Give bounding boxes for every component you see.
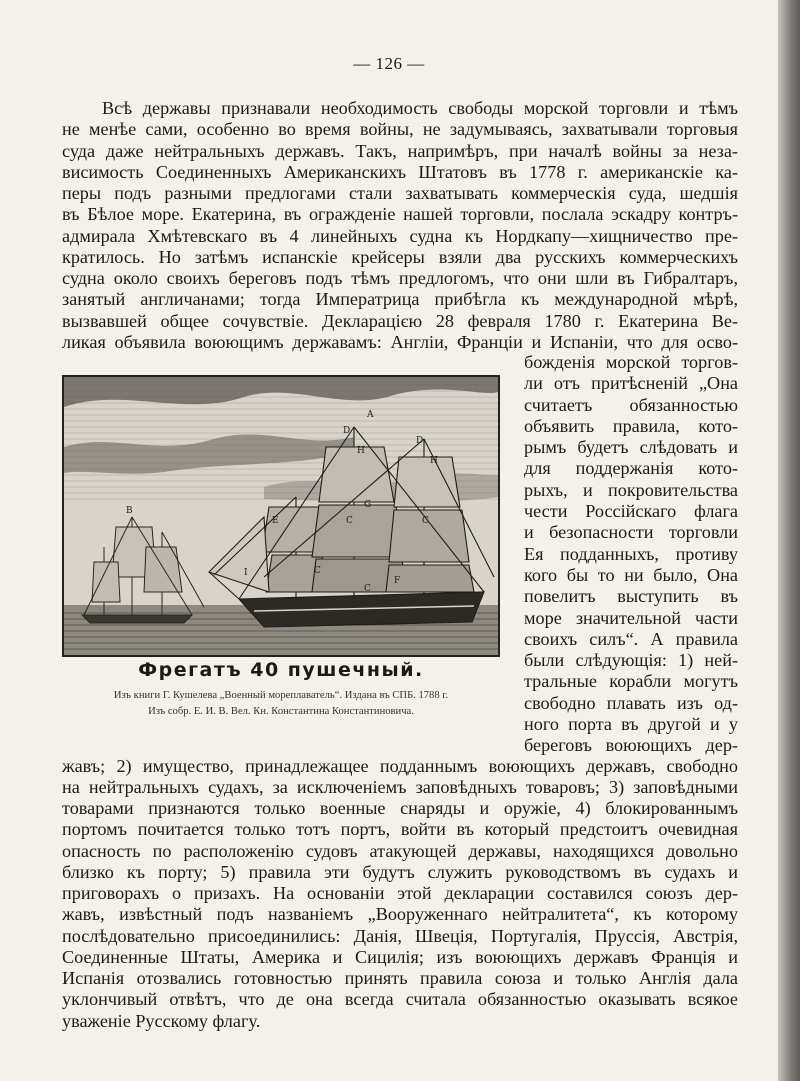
text-line: ликая объявила воюющимъ державамъ: Англіи, Франціи и Испаніи, что для осво-	[62, 332, 738, 352]
text-line: вызвавшей общее сочувствіе. Декларацією 28 февраля 1780 г. Екатерина Ве-	[62, 311, 738, 331]
page-number: — 126 —	[353, 54, 425, 73]
page-edge-shadow	[778, 0, 800, 1081]
text-line: Всѣ державы признавали необходимость свободы морской торговли и тѣмъ	[102, 98, 738, 118]
text-line: Ея подданныхъ, противу	[524, 543, 738, 564]
text-line: рыхъ, и покровительства	[524, 479, 738, 500]
text-line: для поддержанія кото-	[524, 458, 738, 479]
text-line: рымъ будетъ слѣдовать и	[524, 437, 738, 458]
text-line: Испанія отозвались готовностью принять правила союза и только Англія дала	[62, 968, 738, 988]
text-line: своихъ силъ“. А правила	[524, 628, 738, 649]
text-line: портомъ почитается только тотъ портъ, войти въ который предстоитъ очевидная	[62, 819, 738, 839]
text-line: Соединенные Штаты, Америка и Сицилія; изъ воюющихъ державъ Франція и	[62, 947, 738, 967]
svg-text:B: B	[126, 506, 133, 516]
text-line: море значительной части	[524, 607, 738, 628]
svg-text:A: A	[367, 410, 374, 420]
svg-text:D: D	[343, 426, 351, 436]
text-line: висимость Соединенныхъ Американскихъ Штатовъ въ 1778 г. американскіе ка-	[62, 162, 738, 182]
svg-text:C: C	[422, 516, 429, 526]
text-line: кратилось. Но затѣмъ испанскіе крейсеры взяли два русскихъ коммерческихъ	[62, 247, 738, 267]
text-line: на нейтральныхъ судахъ, за исключеніемъ заповѣдныхъ товаровъ; 3) заповѣдными	[62, 777, 738, 797]
right-column-text	[524, 352, 738, 757]
text-line: объявить правила, кото-	[524, 415, 738, 436]
text-line: послѣдовательно присоединились: Данія, Швеція, Португалія, Пруссія, Австрія,	[62, 926, 738, 946]
text-line: тральные корабли могутъ	[524, 671, 738, 692]
figure-title: Фрегатъ 40 пушечный.	[138, 659, 424, 681]
text-line: уваженіе Русскому флагу.	[62, 1011, 261, 1031]
text-line: жавъ, извѣстный подъ названіемъ „Вооруженнаго нейтралитета“, къ которому	[62, 904, 738, 924]
svg-text:G: G	[364, 500, 372, 510]
text-line: ного порта въ другой и у	[524, 714, 738, 735]
text-line: и безопасности торговли	[524, 522, 738, 543]
svg-text:E: E	[272, 516, 279, 526]
figure-caption-line: Изъ книги Г. Кушелева „Военный мореплаватель“. Издана въ СПБ. 1788 г.	[113, 690, 449, 701]
text-line: божденія морской торгов-	[524, 352, 738, 372]
text-line: береговъ воюющихъ дер-	[524, 735, 738, 756]
text-line: судна около своихъ береговъ подъ тѣмъ предлогомъ, что они шли въ Гибралтаръ,	[62, 268, 738, 288]
text-line: уклончивый отвѣтъ, что де она всегда считала обязанностью оказывать всякое	[62, 989, 738, 1009]
svg-text:H: H	[357, 446, 365, 456]
text-line: жавъ; 2) имущество, принадлежащее подданнымъ воюющихъ державъ, свободно	[62, 756, 738, 776]
ship-illustration	[64, 377, 498, 655]
text-line: повелитъ выступить въ	[524, 586, 738, 607]
svg-text:D: D	[416, 436, 424, 446]
text-line: близко къ порту; 5) правила эти будутъ служить руководствомъ въ судахъ и	[62, 862, 738, 882]
text-line: суда даже нейтральныхъ державъ. Такъ, напримѣръ, при началѣ войны за неза-	[62, 141, 738, 161]
text-line: перы подъ разными предлогами стали захватывать коммерческія суда, шедшія	[62, 183, 738, 203]
text-line: кого бы то ни было, Она	[524, 564, 738, 585]
svg-text:I: I	[244, 568, 248, 578]
text-line: были слѣдующія: 1) ней-	[524, 650, 738, 671]
text-line: въ Бѣлое море. Екатерина, въ огражденіе нашей торговли, послала эскадру контръ-	[62, 204, 738, 224]
svg-text:F: F	[394, 576, 401, 586]
text-line: ли отъ притѣсненій „Она	[524, 373, 738, 394]
text-line: чести Россійскаго флага	[524, 501, 738, 522]
text-line: не менѣе сами, особенно во время войны, не задумываясь, захватывали торговыя	[62, 119, 738, 139]
text-line: приговорахъ о призахъ. На основаніи этой декларации составился союзъ дер-	[62, 883, 738, 903]
text-line: товарами признаются только военные снаряды и оружіе, 4) блокированнымъ	[62, 798, 738, 818]
text-line: свободно плавать изъ од-	[524, 692, 738, 713]
svg-text:C: C	[364, 584, 371, 594]
figure-caption-line: Изъ собр. Е. И. В. Вел. Кн. Константина Константиновича.	[148, 706, 414, 717]
text-line: адмирала Хмѣтевскаго въ 4 линейныхъ судна къ Нордкапу—хищничество пре-	[62, 226, 738, 246]
text-line: опасность по расположенію судовъ атакующей державы, находящихся довольно	[62, 841, 738, 861]
frigate-engraving	[62, 375, 500, 657]
svg-text:H: H	[430, 456, 438, 466]
svg-text:C: C	[314, 566, 321, 576]
text-line: считаетъ обязанностью	[524, 394, 738, 415]
text-line: занятый англичанами; тогда Императрица прибѣгла къ международной мѣрѣ,	[62, 289, 738, 309]
svg-text:C: C	[346, 516, 353, 526]
